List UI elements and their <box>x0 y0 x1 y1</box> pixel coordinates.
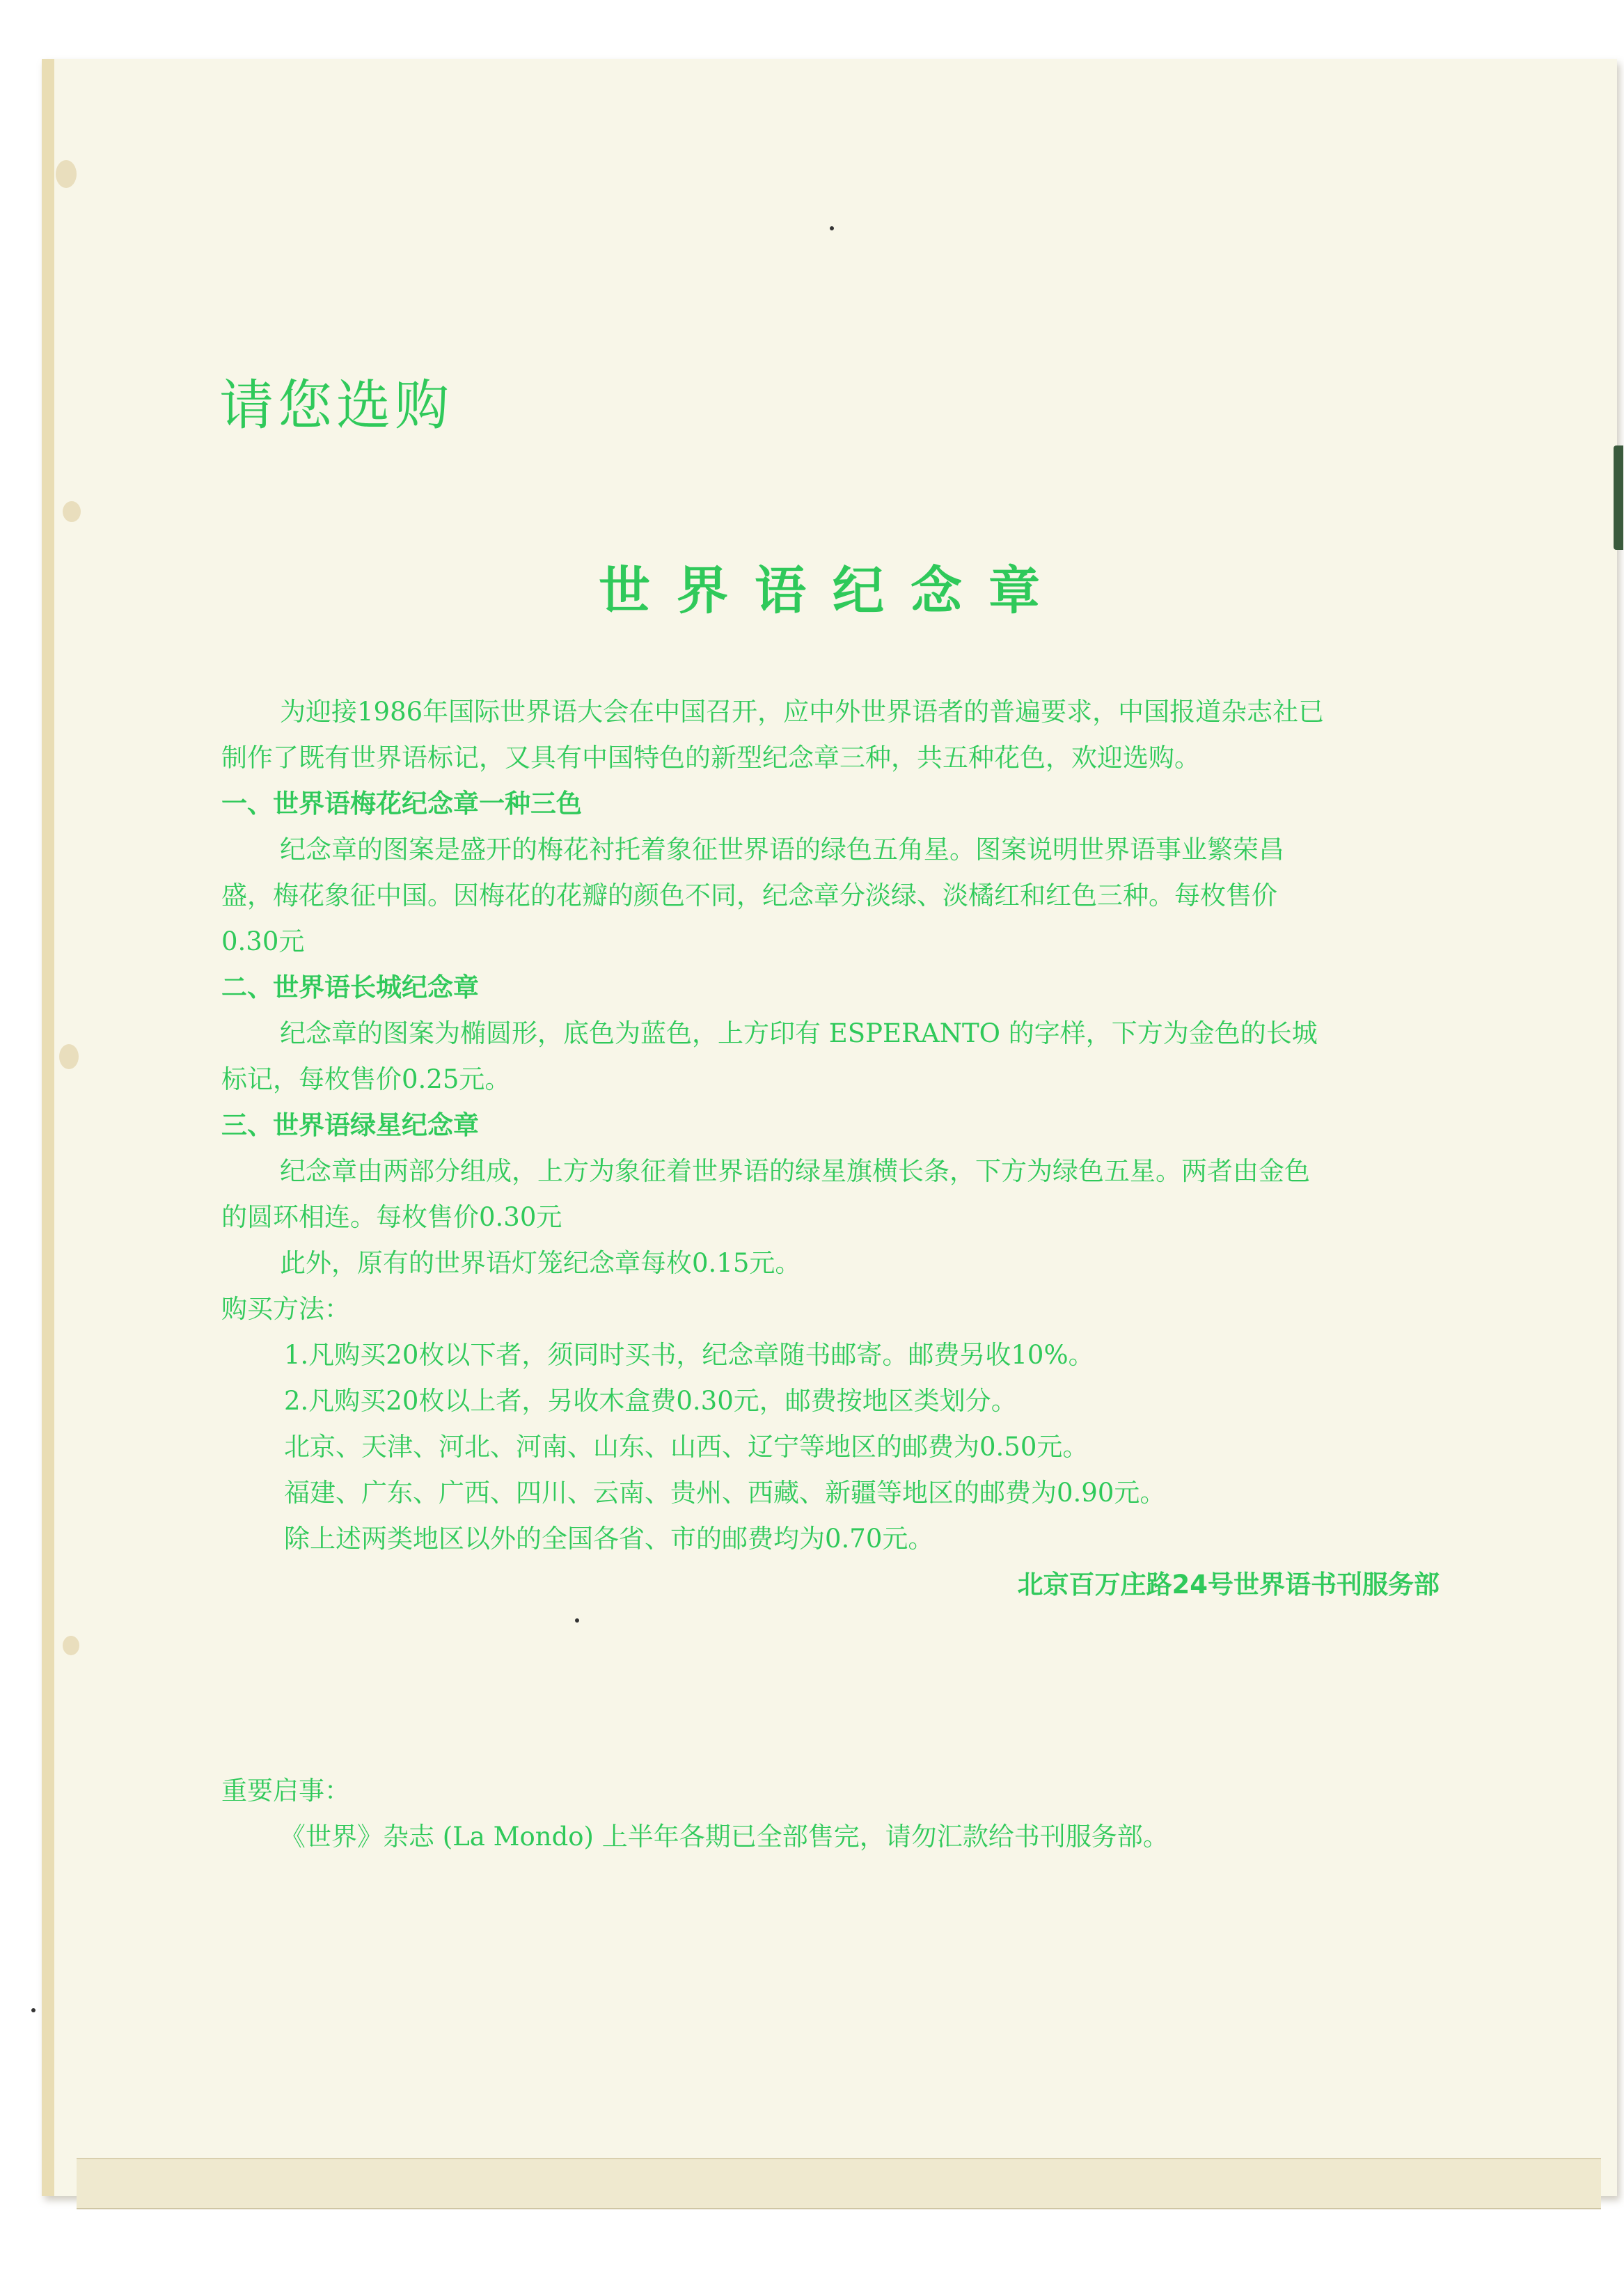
purchase-item: 1.凡购买20枚以下者，须同时买书，纪念章随书邮寄。邮费另收10%。 <box>284 1340 1094 1370</box>
intro-line: 为迎接1986年国际世界语大会在中国召开，应中外世界语者的普遍要求，中国报道杂志社已 <box>280 697 1325 727</box>
notice-heading: 重要启事： <box>221 1776 350 1806</box>
important-notice <box>221 1768 1502 1860</box>
section-line: 0.30元 <box>221 926 305 956</box>
speck <box>575 1618 579 1623</box>
section-heading: 二、世界语长城纪念章 <box>221 972 479 1002</box>
section-line: 纪念章的图案是盛开的梅花衬托着象征世界语的绿色五角星。图案说明世界语事业繁荣昌 <box>280 835 1284 865</box>
speck <box>830 226 834 230</box>
purchase-item: 除上述两类地区以外的全国各省、市的邮费均为0.70元。 <box>284 1524 934 1554</box>
intro-line: 制作了既有世界语标记，又具有中国特色的新型纪念章三种，共五种花色，欢迎选购。 <box>221 743 1200 773</box>
page-title: 世界语纪念章 <box>599 561 1066 621</box>
purchase-item: 北京、天津、河北、河南、山东、山西、辽宁等地区的邮费为0.50元。 <box>284 1432 1089 1462</box>
signature: 北京百万庄路24号世界语书刊服务部 <box>1017 1570 1440 1600</box>
section-line: 盛，梅花象征中国。因梅花的花瓣的颜色不同，纪念章分淡绿、淡橘红和红色三种。每枚售价 <box>221 881 1277 910</box>
notice-text: 《世界》杂志 (La Mondo) 上半年各期已全部售完，请勿汇款给书刊服务部。 <box>280 1822 1169 1852</box>
section-heading: 三、世界语绿星纪念章 <box>221 1110 479 1140</box>
main-body <box>221 689 1502 1608</box>
purchase-item: 福建、广东、广西、四川、云南、贵州、西藏、新疆等地区的邮费为0.90元。 <box>284 1478 1166 1508</box>
paper-stain <box>56 160 77 188</box>
section-line: 的圆环相连。每枚售价0.30元 <box>221 1202 562 1232</box>
section-line: 标记，每枚售价0.25元。 <box>221 1064 511 1094</box>
paper-bottom-edge <box>77 2158 1601 2209</box>
section-heading: 一、世界语梅花纪念章一种三色 <box>221 789 582 819</box>
paper-stain <box>63 501 81 522</box>
purchase-heading: 购买方法： <box>221 1294 350 1324</box>
paper-stain <box>63 1636 79 1655</box>
purchase-item: 2.凡购买20枚以上者，另收木盒费0.30元，邮费按地区类划分。 <box>284 1386 1017 1416</box>
paper-stain <box>59 1044 79 1069</box>
speck <box>31 2008 36 2012</box>
section-line: 纪念章的图案为椭圆形，底色为蓝色，上方印有 ESPERANTO 的字样，下方为金色的长城 <box>280 1018 1318 1048</box>
section-line: 纪念章由两部分组成，上方为象征着世界语的绿星旗横长条，下方为绿色五星。两者由金色 <box>280 1156 1310 1186</box>
page-heading: 请您选购 <box>219 374 454 437</box>
binding-tab <box>1614 445 1623 550</box>
extra-note: 此外，原有的世界语灯笼纪念章每枚0.15元。 <box>280 1248 801 1278</box>
